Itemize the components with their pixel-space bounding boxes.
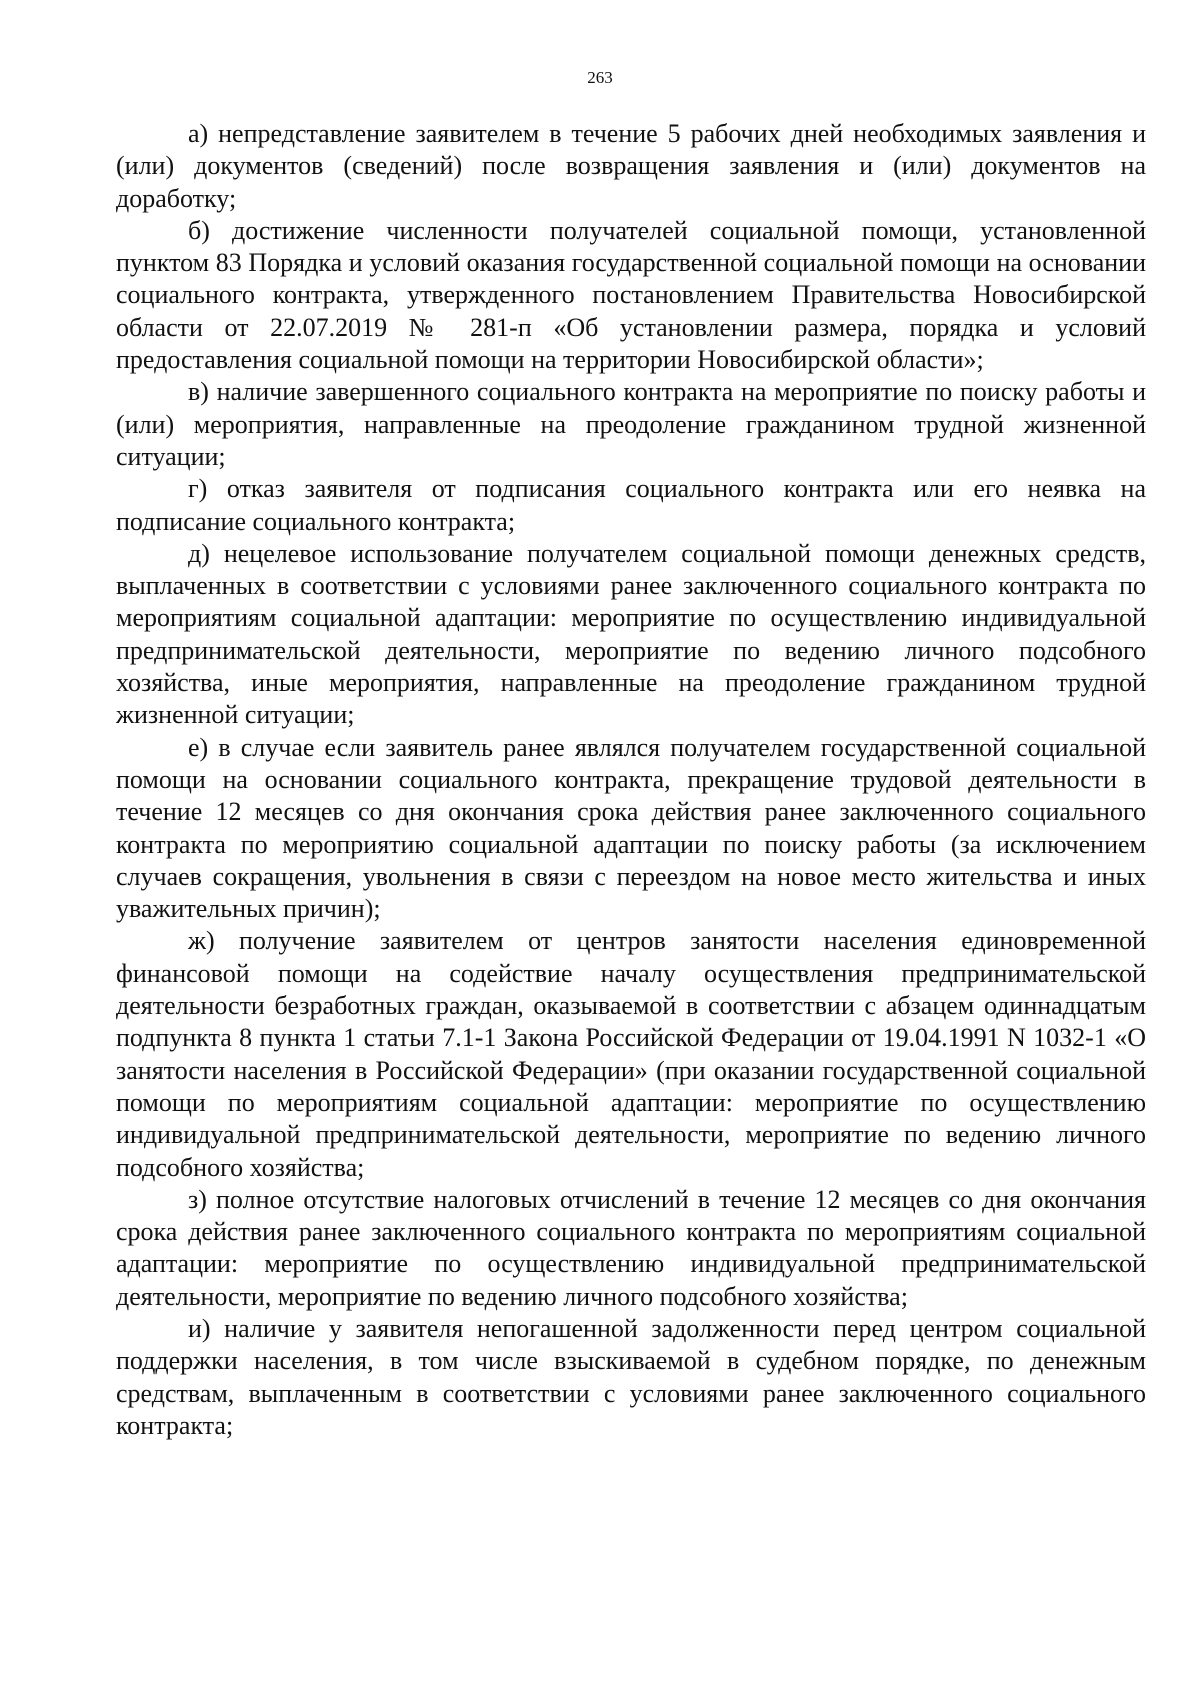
clause-v: в) наличие завершенного социального контракта на мероприятие по поиску работы и (или) мероприятия, направленные на преодоление гражданином трудной жизненной ситуации; — [116, 377, 1146, 471]
clause-g: г) отказ заявителя от подписания социального контракта или его неявка на подписание социального контракта; — [116, 474, 1146, 536]
clause-d: д) нецелевое использование получателем социальной помощи денежных средств, выплаченных в соответствии с условиями ранее заключенного социального контракта по мероприятиям социальной адаптации: мероприятие по осуществлению индивидуальной предпринимательской деятельности, мероприятие по ведению личного подсобного хозяйства, иные мероприятия, направленные на преодоление гражданином трудной жизненной ситуации; — [116, 538, 1146, 730]
document-body — [116, 118, 1146, 1442]
clause-i: и) наличие у заявителя непогашенной задолженности перед центром социальной поддержки населения, в том числе взыскиваемой в судебном порядке, по денежным средствам, выплаченным в соответствии с условиями ранее заключенного социального контракта; — [116, 1313, 1146, 1440]
clause-zh: ж) получение заявителем от центров занятости населения единовременной финансовой помощи на содействие началу осуществления предпринимательской деятельности безработных граждан, оказываемой в соответствии с абзацем одиннадцатым подпункта 8 пункта 1 статьи 7.1-1 Закона Российской Федерации от 19.04.1991 N 1032-1 «О занятости населения в Российской Федерации» (при оказании государственной социальной помощи по мероприятиям социальной адаптации: мероприятие по осуществлению индивидуальной предпринимательской деятельности, мероприятие по ведению личного подсобного хозяйства; — [116, 926, 1146, 1182]
clause-e: е) в случае если заявитель ранее являлся получателем государственной социальной помощи на основании социального контракта, прекращение трудовой деятельности в течение 12 месяцев со дня окончания срока действия ранее заключенного социального контракта по мероприятию социальной адаптации по поиску работы (за исключением случаев сокращения, увольнения в связи с переездом на новое место жительства и иных уважительных причин); — [116, 732, 1146, 924]
clause-b: б) достижение численности получателей социальной помощи, установленной пунктом 83 Порядка и условий оказания государственной социальной помощи на основании социального контракта, утвержденного постановлением Правительства Новосибирской области от 22.07.2019 № 281-п «Об установлении размера, порядка и условий предоставления социальной помощи на территории Новосибирской области»; — [116, 215, 1146, 375]
clause-a: а) непредставление заявителем в течение 5 рабочих дней необходимых заявления и (или) документов (сведений) после возвращения заявления и (или) документов на доработку; — [116, 119, 1146, 213]
page-number: 263 — [587, 68, 613, 87]
clause-z: з) полное отсутствие налоговых отчислений в течение 12 месяцев со дня окончания срока действия ранее заключенного социального контракта по мероприятиям социальной адаптации: мероприятие по осуществлению индивидуальной предпринимательской деятельности, мероприятие по ведению личного подсобного хозяйства; — [116, 1184, 1146, 1311]
